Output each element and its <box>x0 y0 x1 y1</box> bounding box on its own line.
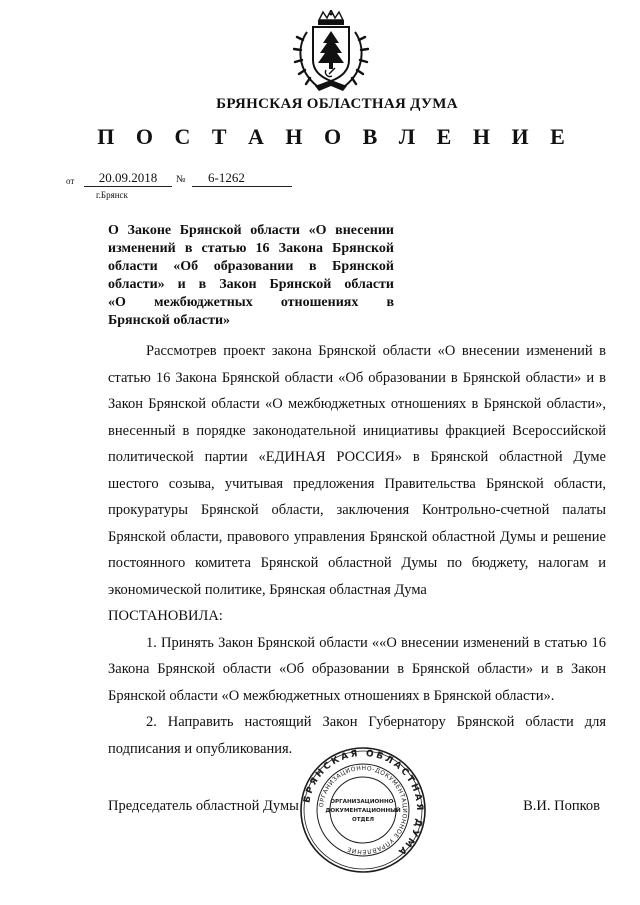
subject-line: «О межбюджетных отношениях в <box>108 295 394 310</box>
number-label: № <box>176 174 186 185</box>
date-label: от <box>66 176 75 186</box>
document-subject <box>108 222 394 330</box>
stamp-center-line-2: ДОКУМЕНТАЦИОННЫЙ <box>325 808 401 814</box>
stamp-center-line-1: ОРГАНИЗАЦИОННО- <box>330 799 396 805</box>
document-type-title: П О С Т А Н О В Л Е Н И Е <box>97 124 573 149</box>
decree-heading: ПОСТАНОВИЛА: <box>108 608 223 624</box>
stamp-outer-text: БРЯНСКАЯ ОБЛАСТНАЯ ДУМА <box>302 748 425 858</box>
document-body <box>108 338 606 762</box>
stamp-inner-ring-text: ОРГАНИЗАЦИОННО-ДОКУМЕНТАЦИОННОЕ УПРАВЛЕНИЕ <box>318 764 409 856</box>
subject-line: области «Об образовании в Брянской <box>108 259 394 274</box>
decree-item-2: 2. Направить настоящий Закон Губернатору Брянской области для подписания и опубликования. <box>108 714 606 757</box>
signatory-name: В.И. Попков <box>523 798 600 814</box>
subject-line: области» и в Закон Брянской области <box>108 277 394 292</box>
official-stamp <box>299 746 427 874</box>
stamp-center-line-3: ОТДЕЛ <box>351 817 375 823</box>
organization-name: БРЯНСКАЯ ОБЛАСТНАЯ ДУМА <box>216 96 458 112</box>
preamble-paragraph: Рассмотрев проект закона Брянской области «О внесении изменений в статью 16 Закона Брянской области «Об образовании в Брянской области» и в Закон Брянской области «О межбюджетных отношениях в Брянской области», внесенный в порядке законодательной инициативы фракцией Всероссийской политической партии «ЕДИНАЯ РОССИЯ» в Брянской областной Думе шестого созыва, учитывая предложения Правительства Брянской области, прокуратуры Брянской области, заключения Контрольно-счетной палаты Брянской области, правового управления Брянской областной Думы и решение постоянного комитета Брянской областной Думы по бюджету, налогам и экономической политике, Брянская областная Дума <box>108 343 606 598</box>
document-number: 6-1262 <box>192 170 292 187</box>
coat-of-arms-emblem <box>293 10 369 92</box>
document-date: 20.09.2018 <box>84 170 172 187</box>
subject-line: изменений в статью 16 Закона Брянской <box>108 241 394 256</box>
subject-line: О Законе Брянской области «О внесении <box>108 223 394 238</box>
document-meta <box>66 170 306 190</box>
decree-item-1: 1. Принять Закон Брянской области ««О внесении изменений в статью 16 Закона Брянской области «Об образовании в Брянской области» и в Закон Брянской области «О межбюджетных отношениях в Брянской области». <box>108 634 606 704</box>
document-city: г.Брянск <box>96 190 128 200</box>
subject-line: Брянской области» <box>108 313 231 328</box>
signatory-role: Председатель областной Думы <box>108 798 299 814</box>
